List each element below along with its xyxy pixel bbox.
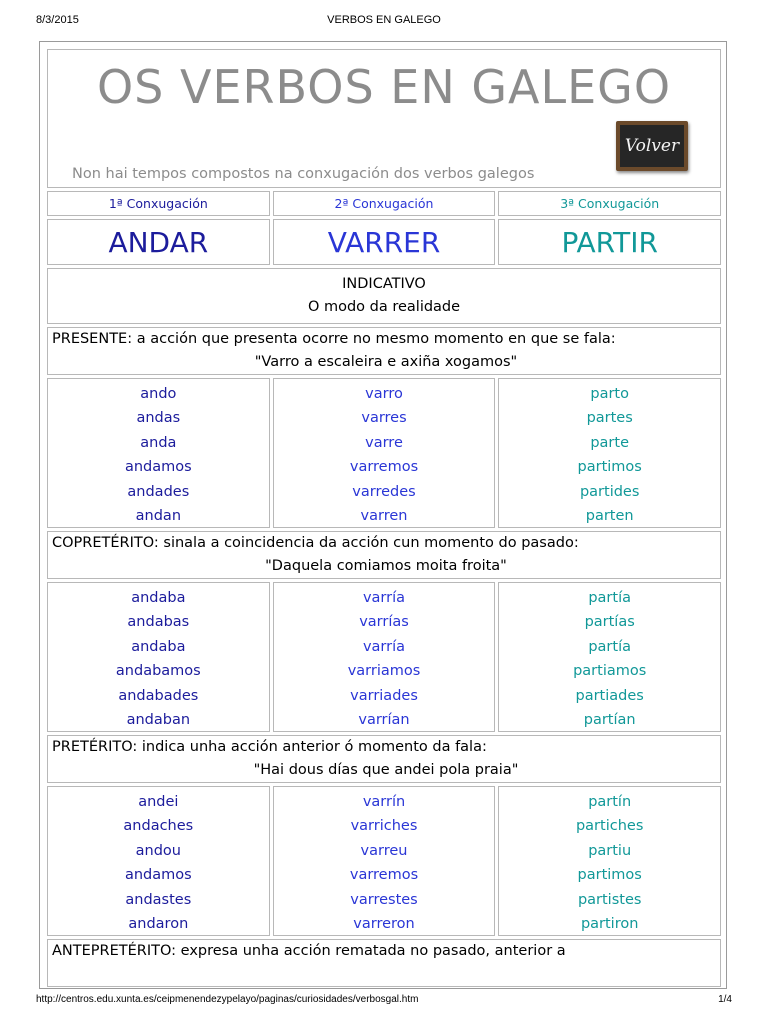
mode-description: O modo da realidade [307,299,461,315]
forms-varrer [273,786,496,936]
conjugation-label-1: 1ª Conxugación [47,191,270,216]
verb-form: varría [362,638,406,655]
forms-andar [47,786,270,936]
verb-form: andamos [124,459,192,476]
content-table [47,49,721,987]
verb-form: varren [360,508,408,525]
verb-form: andaron [128,916,189,933]
forms-andar [47,378,270,528]
verb-form: andan [135,508,182,525]
forms-varrer [273,582,496,732]
tense-name: PRESENTE [52,331,128,347]
tense-description: : expresa unha acción rematada no pasado, anterior a [171,943,566,959]
tense-description: : sinala a coincidencia da acción cun momento do pasado: [153,535,579,551]
tense-example: "Varro a escaleira e axiña xogamos" [254,354,518,370]
page-frame [39,41,727,989]
forms-row-presente [47,378,721,528]
verb-form: varremos [349,867,419,884]
verb-form: varreron [353,916,415,933]
tense-description: : indica unha acción anterior ó momento da fala: [132,739,487,755]
verb-form: partes [586,410,633,427]
forms-varrer [273,378,496,528]
verb-form: parte [590,434,630,451]
verb-form: partían [583,712,636,729]
forms-partir [498,786,721,936]
verb-form: anda [140,434,177,451]
page-title: OS VERBOS EN GALEGO [96,60,672,114]
infinitive-andar: ANDAR [47,219,270,265]
verb-form: partimos [577,867,642,884]
verb-form: varrían [358,712,410,729]
verb-form: varremos [349,459,419,476]
forms-row-preterito [47,786,721,936]
tense-example: "Daquela comiamos moita froita" [265,558,507,574]
conjugation-header-row [47,191,721,216]
forms-partir [498,378,721,528]
infinitive-varrer: VARRER [273,219,496,265]
verb-form: varre [365,434,403,451]
verb-form: andou [135,842,181,859]
verb-form: partías [584,614,635,631]
volver-button[interactable]: Volver [616,121,688,171]
verb-form: partiches [575,818,644,835]
verb-form: parten [585,508,634,525]
verb-form: andades [127,483,190,500]
infinitive-row [47,219,721,265]
tense-antepreterito [47,939,721,987]
conjugation-label-3: 3ª Conxugación [498,191,721,216]
page-number: 1/4 [718,994,732,1005]
tense-preterito [47,735,721,783]
verb-form: varres [361,410,407,427]
verb-form: partiades [575,687,644,704]
source-url: http://centros.edu.xunta.es/ceipmenendezypelayo/paginas/curiosidades/verbosgal.htm [36,994,419,1005]
mode-name: INDICATIVO [342,276,426,292]
print-date: 8/3/2015 [36,14,79,26]
verb-form: partiamos [573,663,647,680]
verb-form: andaches [123,818,194,835]
verb-form: andastes [125,891,192,908]
verb-form: varriches [350,818,418,835]
verb-form: varriades [350,687,418,704]
verb-form: varredes [352,483,416,500]
verb-form: partiu [588,842,632,859]
verb-form: partistes [577,891,642,908]
tense-name: COPRETÉRITO [52,535,154,551]
verb-form: partía [588,590,631,606]
tense-name: PRETÉRITO [52,739,133,755]
verb-form: varrín [362,794,406,810]
verb-form: andaba [131,638,186,655]
verb-form: partía [588,638,631,655]
verb-form: andabamos [115,663,201,680]
tense-name: ANTEPRETÉRITO [52,943,172,959]
forms-andar [47,582,270,732]
verb-form: varriamos [347,663,421,680]
mode-panel [47,268,721,324]
tense-description: : a acción que presenta ocorre no mesmo momento en que se fala: [127,331,616,347]
infinitive-partir: PARTIR [498,219,721,265]
title-panel [47,49,721,188]
verb-form: partiron [580,916,639,933]
verb-form: varría [362,590,406,606]
verb-form: parto [590,386,629,402]
verb-form: andabas [127,614,190,631]
verb-form: varrías [359,614,409,631]
verb-form: varreu [360,842,408,859]
conjugation-label-2: 2ª Conxugación [273,191,496,216]
tense-copreterito [47,531,721,579]
verb-form: varro [365,386,403,402]
verb-form: ando [140,386,177,402]
verb-form: andabades [118,687,199,704]
verb-form: partides [579,483,640,500]
verb-form: partín [588,794,632,810]
page-subtitle: Non hai tempos compostos na conxugación dos verbos galegos [72,166,535,182]
print-doc-title: VERBOS EN GALEGO [327,14,441,26]
verb-form: andaban [126,712,191,729]
verb-form: partimos [577,459,642,476]
forms-row-copreterito [47,582,721,732]
verb-form: varrestes [350,891,418,908]
verb-form: andamos [124,867,192,884]
forms-partir [498,582,721,732]
tense-presente [47,327,721,375]
verb-form: andas [136,410,181,427]
verb-form: andei [138,794,179,810]
verb-form: andaba [131,590,186,606]
tense-example: "Hai dous días que andei pola praia" [253,762,519,778]
